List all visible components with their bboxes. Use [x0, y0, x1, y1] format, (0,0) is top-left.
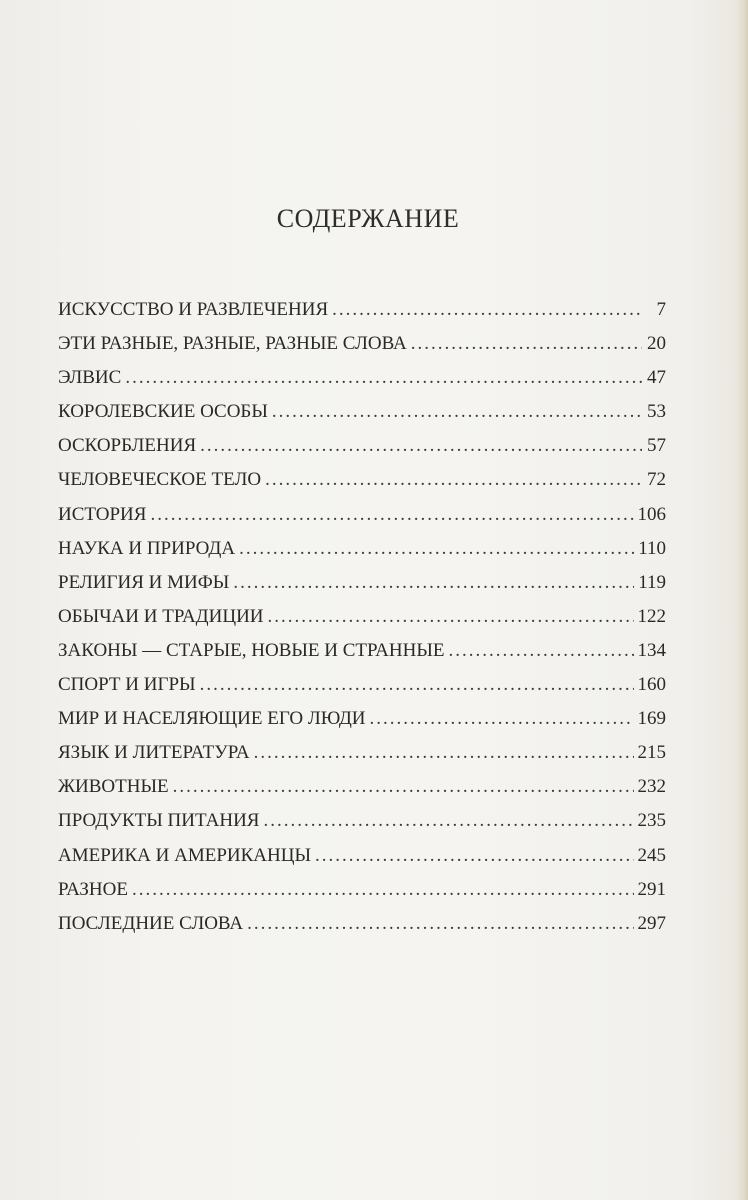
toc-entry-page: 53	[647, 401, 666, 423]
toc-entry-page: 160	[637, 674, 666, 696]
dot-leader	[315, 839, 633, 873]
toc-entry-label: АМЕРИКА И АМЕРИКАНЦЫ	[58, 844, 312, 866]
dot-leader	[233, 566, 634, 600]
dot-leader	[173, 770, 634, 804]
toc-entry	[58, 395, 666, 429]
toc-entry-page: 106	[637, 503, 666, 525]
dot-leader	[370, 702, 634, 736]
toc-entry-page: 7	[656, 299, 666, 320]
dot-leader	[200, 429, 642, 463]
toc-entry-label: ИСТОРИЯ	[58, 503, 147, 525]
toc-entry-label: РАЗНОЕ	[58, 878, 128, 900]
toc-entry-page: 235	[637, 810, 666, 832]
table-of-contents	[58, 293, 666, 941]
toc-entry-page: 134	[637, 639, 666, 661]
toc-entry	[58, 634, 666, 668]
toc-entry-page: 245	[637, 844, 666, 866]
toc-entry-label: РЕЛИГИЯ И МИФЫ	[58, 571, 230, 593]
toc-entry-page: 297	[637, 912, 666, 934]
toc-entry-label: ПОСЛЕДНИЕ СЛОВА	[58, 912, 244, 934]
toc-entry-page: 119	[638, 571, 666, 593]
toc-entry	[58, 361, 666, 395]
toc-entry-page: 72	[647, 469, 666, 491]
dot-leader	[263, 804, 633, 838]
toc-entry-label: ОБЫЧАИ И ТРАДИЦИИ	[58, 605, 264, 627]
toc-entry-page: 47	[647, 367, 666, 389]
toc-entry	[58, 566, 666, 600]
toc-entry	[58, 702, 666, 736]
dot-leader	[332, 293, 642, 327]
toc-entry-label: ЯЗЫК И ЛИТЕРАТУРА	[58, 742, 250, 764]
dot-leader	[125, 361, 642, 395]
toc-entry-page: 232	[637, 776, 666, 798]
toc-entry-page: 215	[637, 742, 666, 764]
toc-entry-label: ЭЛВИС	[58, 367, 122, 389]
toc-entry	[58, 770, 666, 804]
toc-entry	[58, 532, 666, 566]
toc-entry-page: 57	[647, 435, 666, 457]
page-title: СОДЕРЖАНИЕ	[276, 204, 460, 233]
dot-leader	[200, 668, 634, 702]
dot-leader	[132, 873, 634, 907]
toc-entry	[58, 804, 666, 838]
toc-entry	[58, 327, 666, 361]
dot-leader	[265, 463, 642, 497]
toc-entry	[58, 600, 666, 634]
toc-entry-page: 110	[638, 537, 666, 559]
toc-entry-label: НАУКА И ПРИРОДА	[58, 537, 236, 559]
toc-entry	[58, 293, 666, 327]
toc-entry-label: ПРОДУКТЫ ПИТАНИЯ	[58, 810, 260, 832]
toc-entry-page: 169	[637, 708, 666, 730]
dot-leader	[239, 532, 634, 566]
toc-entry-label: ЧЕЛОВЕЧЕСКОЕ ТЕЛО	[58, 469, 262, 491]
toc-entry	[58, 668, 666, 702]
toc-entry-label: СПОРТ И ИГРЫ	[58, 674, 196, 696]
toc-entry-label: КОРОЛЕВСКИЕ ОСОБЫ	[58, 401, 268, 423]
toc-entry	[58, 429, 666, 463]
toc-entry-label: ЭТИ РАЗНЫЕ, РАЗНЫЕ, РАЗНЫЕ СЛОВА	[58, 333, 407, 355]
toc-entry-page: 20	[647, 333, 666, 355]
page-edge	[736, 0, 748, 1200]
toc-entry	[58, 839, 666, 873]
dot-leader	[254, 736, 634, 770]
toc-entry-label: ЗАКОНЫ — СТАРЫЕ, НОВЫЕ И СТРАННЫЕ	[58, 639, 445, 661]
toc-entry-label: ЖИВОТНЫЕ	[58, 776, 169, 798]
toc-entry	[58, 907, 666, 941]
dot-leader	[268, 600, 634, 634]
dot-leader	[411, 327, 642, 361]
toc-entry-label: ОСКОРБЛЕНИЯ	[58, 435, 197, 457]
toc-entry	[58, 873, 666, 907]
dot-leader	[247, 907, 633, 941]
dot-leader	[272, 395, 642, 429]
toc-entry-label: МИР И НАСЕЛЯЮЩИЕ ЕГО ЛЮДИ	[58, 708, 366, 730]
toc-entry-page: 122	[637, 605, 666, 627]
toc-entry	[58, 498, 666, 532]
toc-entry-page: 291	[637, 878, 666, 900]
toc-entry	[58, 463, 666, 497]
dot-leader	[150, 498, 633, 532]
toc-entry	[58, 736, 666, 770]
dot-leader	[449, 634, 634, 668]
toc-entry-label: ИСКУССТВО И РАЗВЛЕЧЕНИЯ	[58, 299, 329, 320]
